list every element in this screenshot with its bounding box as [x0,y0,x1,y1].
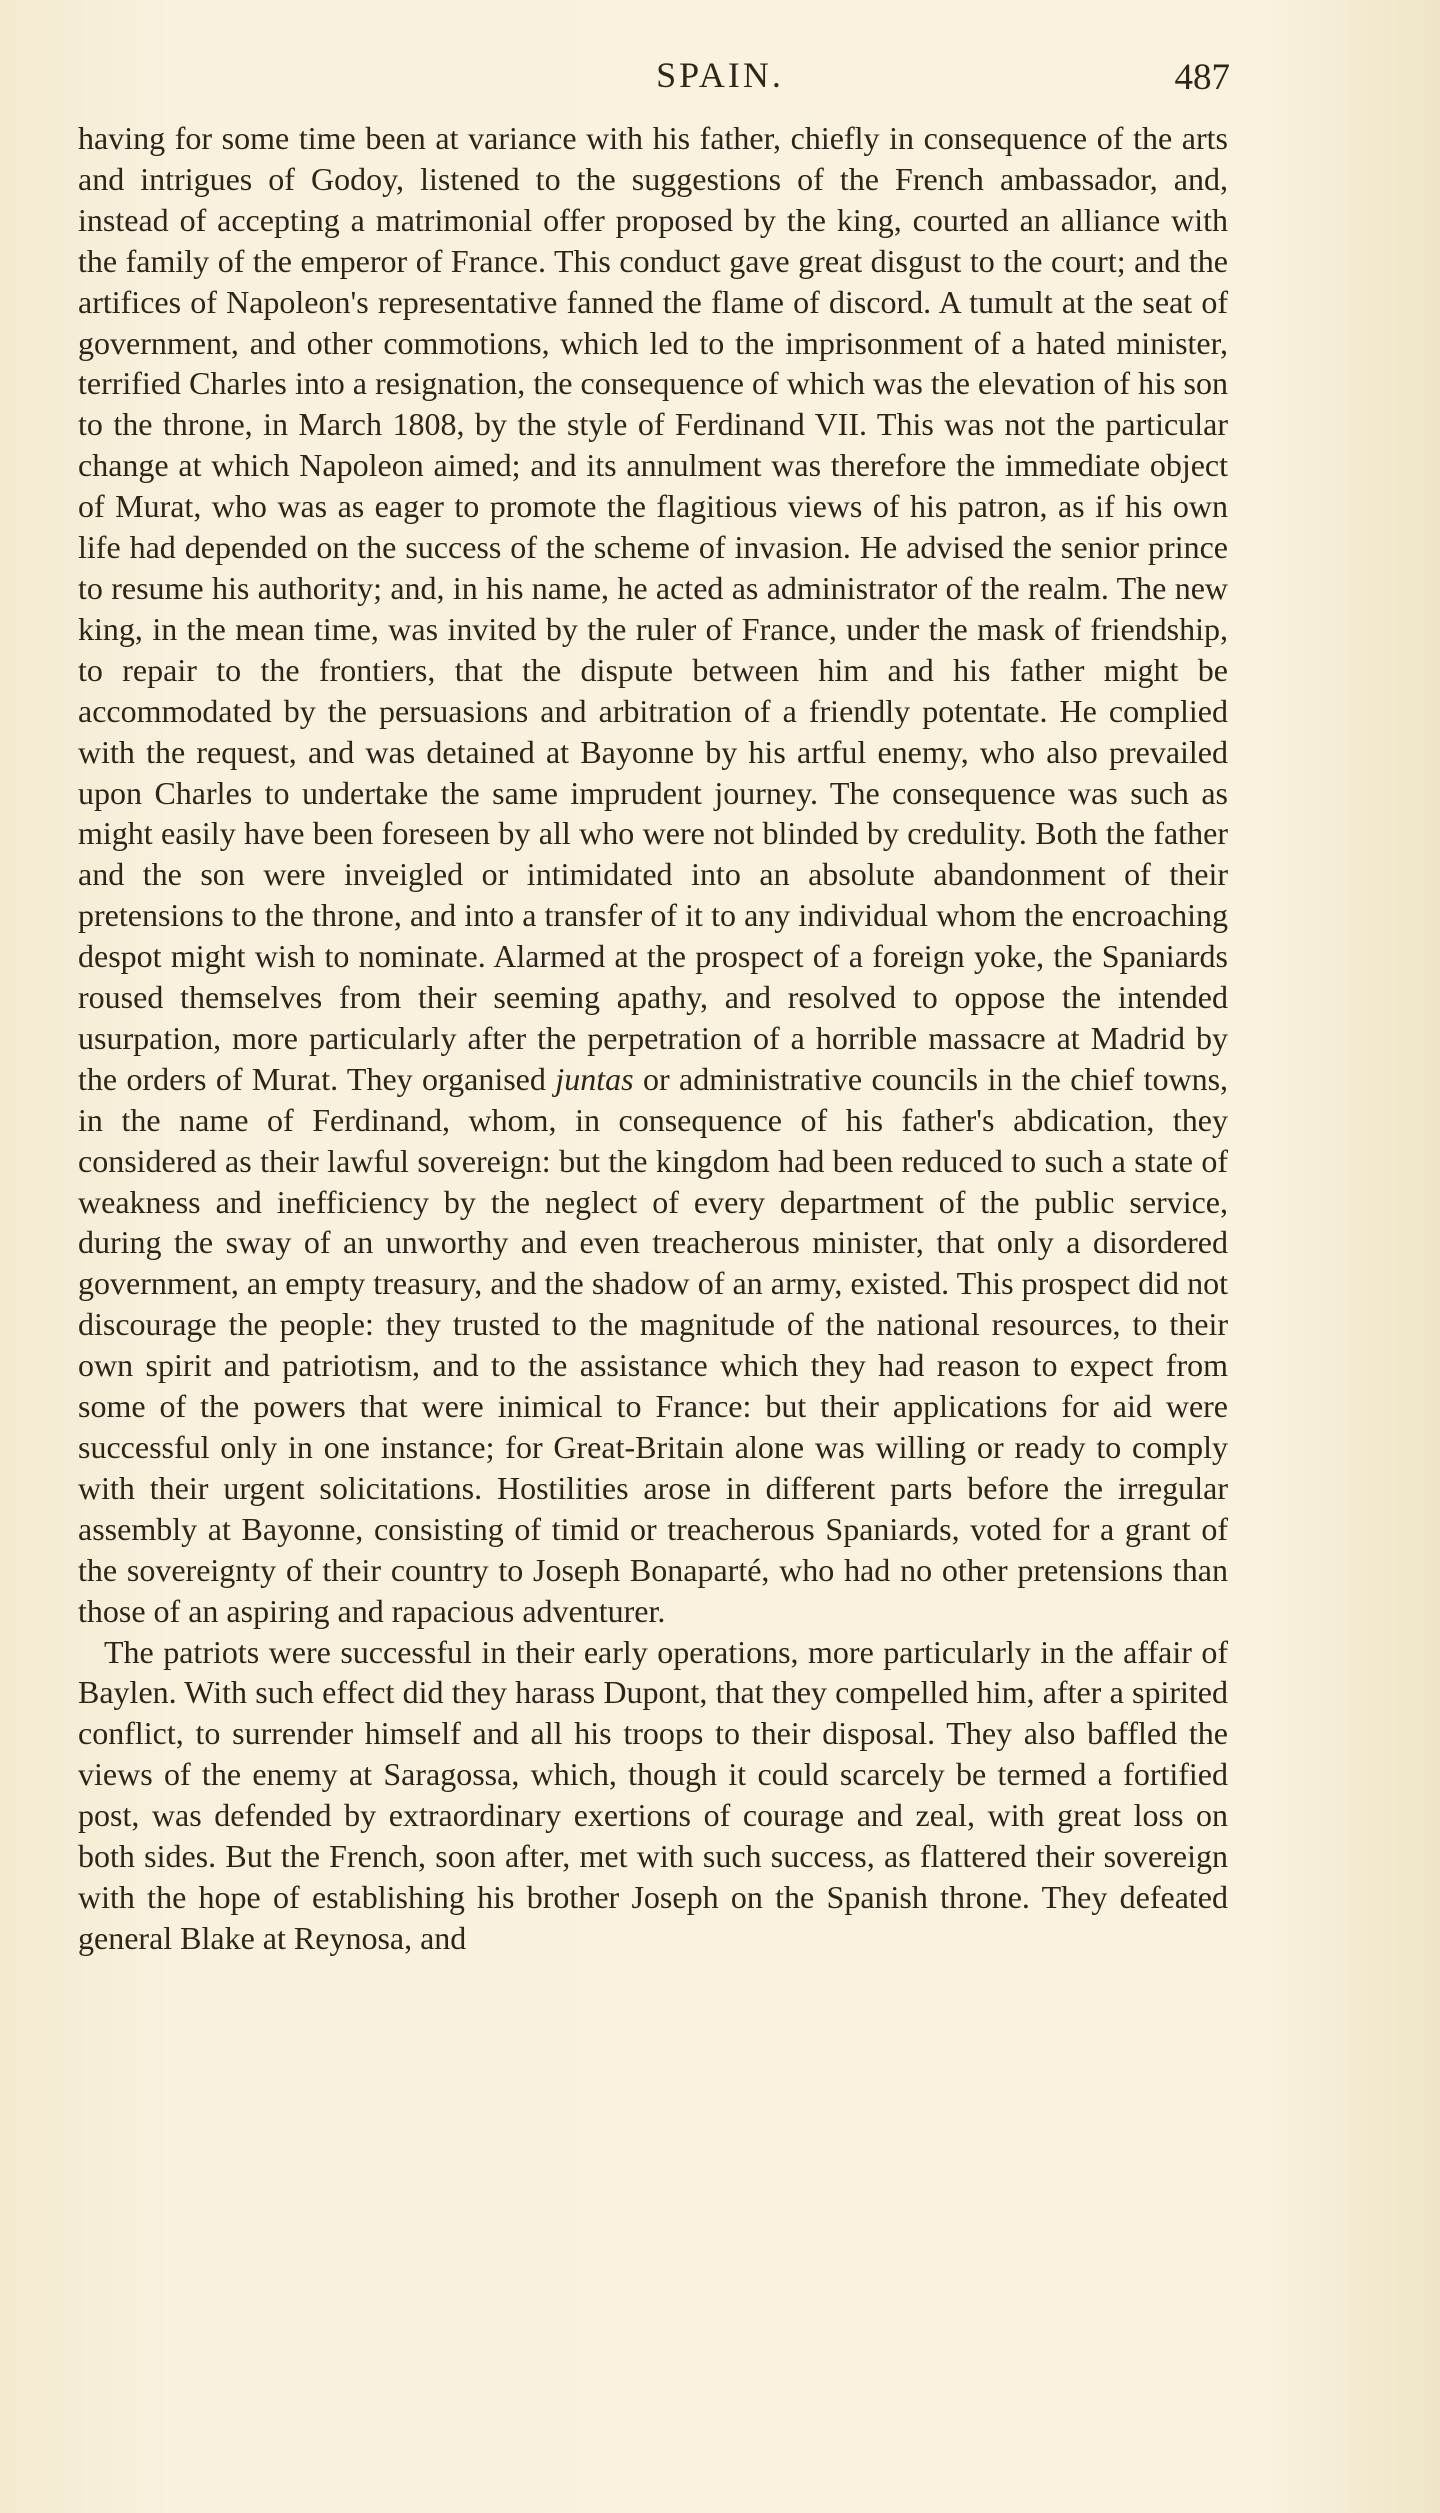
paragraph-1-text-b: or administrative councils in the chief towns, in the name of Ferdinand, whom, in consequence of his father's abdication, they considered as their lawful sovereign: but the kingdom had been reduced to such a state of weakness and inefficiency by the neglect of every department of the public service, during the sway of an unworthy and even treacherous minister, that only a disordered government, an empty treasury, and the shadow of an army, existed. This prospect did not discourage the people: they trusted to the magnitude of the national resources, to their own spirit and patriotism, and to the assistance which they had reason to expect from some of the powers that were inimical to France: but their applications for aid were successful only in one instance; for Great-Britain alone was willing or ready to comply with their urgent solicitations. Hostilities arose in different parts before the irregular assembly at Bayonne, consisting of timid or treacherous Spaniards, voted for a grant of the sovereignty of their country to Joseph Bonaparté, who had no other pretensions than those of an aspiring and rapacious adventurer. [78,1060,1229,1629]
page-number: 487 [1174,57,1230,98]
paragraph-1-italic-juntas: juntas [555,1060,634,1097]
paragraph-1-text-a: having for some time been at variance with his father, chiefly in consequence of the arts and intrigues of Godoy, listened to the suggestions of the French ambassador, and, instead of accepting a matrimonial offer proposed by the king, courted an alliance with the family of the emperor of France. This conduct gave great disgust to the court; and the artifices of Napoleon's representative fanned the flame of discord. A tumult at the seat of government, and other commotions, which led to the imprisonment of a hated minister, terrified Charles into a resignation, the consequence of which was the elevation of his son to the throne, in March 1808, by the style of Ferdinand VII. This was not the particular change at which Napoleon aimed; and its annulment was therefore the immediate object of Murat, who was as eager to promote the flagitious views of his patron, as if his own life had depended on the success of the scheme of invasion. He advised the senior prince to resume his authority; and, in his name, he acted as administrator of the realm. The new king, in the mean time, was invited by the ruler of France, under the mask of friendship, to repair to the frontiers, that the dispute between him and his father might be accommodated by the persuasions and arbitration of a friendly potentate. He complied with the request, and was detained at Bayonne by his artful enemy, who also prevailed upon Charles to undertake the same imprudent journey. The consequence was such as might easily have been foreseen by all who were not blinded by credulity. Both the father and the son were inveigled or intimidated into an absolute abandonment of their pretensions to the throne, and into a transfer of it to any individual whom the encroaching despot might wish to nominate. Alarmed at the prospect of a foreign yoke, the Spaniards roused themselves from their seeming apathy, and resolved to oppose the intended usurpation, more particularly after the perpetration of a horrible massacre at Madrid by the orders of Murat. They organised [78,120,1228,1097]
body-text [78,118,1228,1959]
paragraph-1 [78,118,1228,1632]
running-header [0,48,1440,108]
running-title: SPAIN. [656,55,784,95]
paragraph-2: The patriots were successful in their early operations, more particularly in the affair of Baylen. With such effect did they harass Dupont, that they compelled him, after a spirited conflict, to surrender himself and all his troops to their disposal. They also baffled the views of the enemy at Saragossa, which, though it could scarcely be termed a fortified post, was defended by extraordinary exertions of courage and zeal, with great loss on both sides. But the French, soon after, met with such success, as flattered their sovereign with the hope of establishing his brother Joseph on the Spanish throne. They defeated general Blake at Reynosa, and [78,1633,1228,1956]
